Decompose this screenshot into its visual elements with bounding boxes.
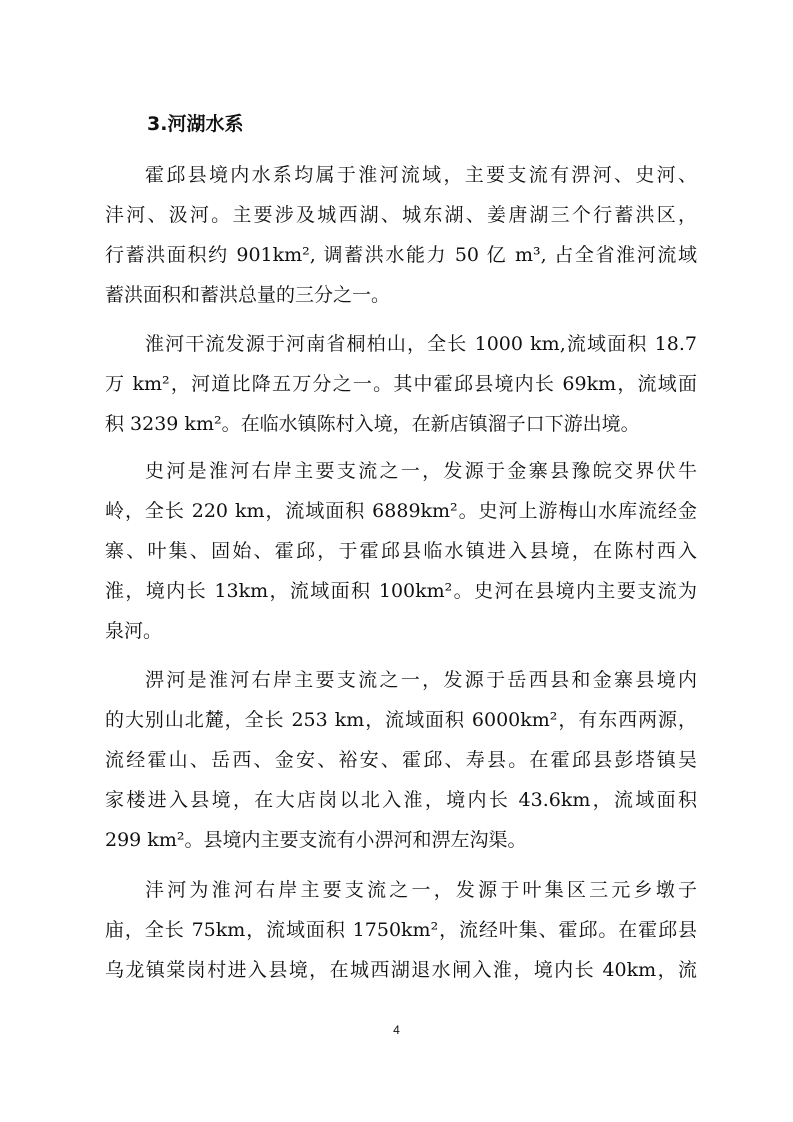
text-line: 行蓄洪面积约 901km², 调蓄洪水能力 50 亿 m³, 占全省淮河流域 [105, 244, 697, 266]
text-line: 万 km²，河道比降五万分之一。其中霍邱县境内长 69km，流域面 [105, 373, 697, 395]
section-heading: 3.河湖水系 [147, 113, 244, 135]
text-line: 霍邱县境内水系均属于淮河流域，主要支流有淠河、史河、 [145, 164, 697, 186]
text-line: 蓄洪面积和蓄洪总量的三分之一。 [105, 284, 391, 306]
paragraph-fenghe [105, 870, 697, 990]
text-line: 庙，全长 75km，流域面积 1750km²，流经叶集、霍邱。在霍邱县 [105, 919, 697, 941]
text-line: 寨、叶集、固始、霍邱，于霍邱县临水镇进入县境，在陈村西入 [105, 540, 697, 562]
page-number: 4 [393, 1023, 400, 1037]
text-line: 家楼进入县境，在大店岗以北入淮，境内长 43.6km，流域面积 [105, 789, 697, 811]
text-line: 乌龙镇棠岗村进入县境，在城西湖退水闸入淮，境内长 40km，流 [105, 959, 697, 981]
paragraph-pihe [105, 660, 697, 860]
text-line: 流经霍山、岳西、金安、裕安、霍邱、寿县。在霍邱县彭塔镇吴 [105, 749, 697, 771]
paragraph-shihe [105, 451, 697, 651]
text-line: 299 km²。县境内主要支流有小淠河和淠左沟渠。 [105, 829, 527, 851]
text-line: 淠河是淮河右岸主要支流之一，发源于岳西县和金寨县境内 [145, 669, 697, 691]
text-line: 积 3239 km²。在临水镇陈村入境，在新店镇溜子口下游出境。 [105, 413, 640, 435]
paragraph-overview [105, 155, 697, 315]
text-line: 泉河。 [105, 620, 163, 642]
text-line: 史河是淮河右岸主要支流之一，发源于金寨县豫皖交界伏牛 [145, 460, 697, 482]
text-line: 淮，境内长 13km，流域面积 100km²。史河在县境内主要支流为 [105, 580, 697, 602]
text-line: 沣河为淮河右岸主要支流之一，发源于叶集区三元乡墩子 [145, 879, 697, 901]
text-line: 的大别山北麓，全长 253 km，流域面积 6000km²，有东西两源， [105, 709, 697, 731]
text-line: 淮河干流发源于河南省桐柏山，全长 1000 km,流域面积 18.7 [145, 333, 697, 355]
text-line: 沣河、汲河。主要涉及城西湖、城东湖、姜唐湖三个行蓄洪区， [105, 204, 697, 226]
paragraph-huaihe [105, 324, 697, 444]
text-line: 岭，全长 220 km，流域面积 6889km²。史河上游梅山水库流经金 [105, 500, 697, 522]
